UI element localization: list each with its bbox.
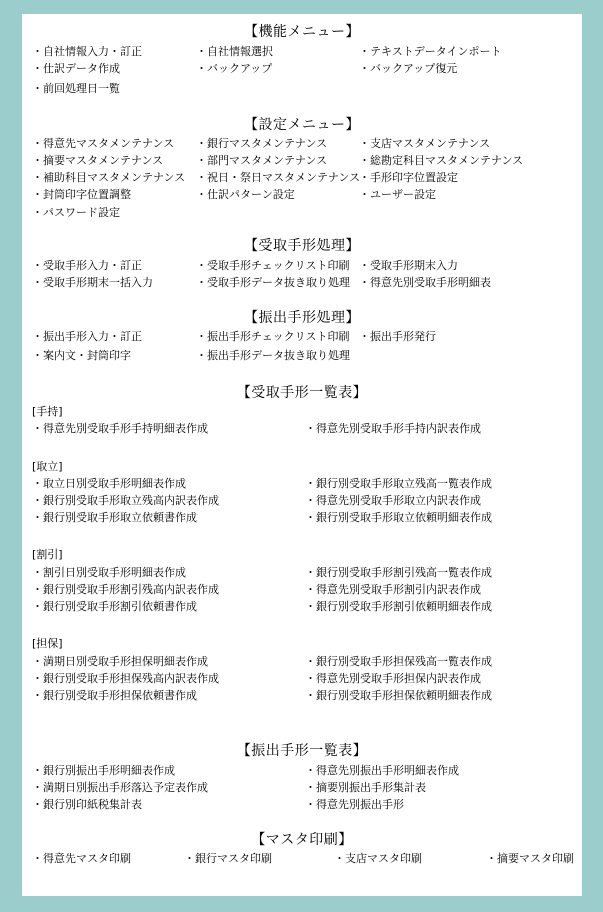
menu-item[interactable]: ・得意先マスタメンテナンス <box>32 137 175 150</box>
menu-item[interactable]: ・銀行別受取手形取立残高内訳表作成 <box>32 494 219 507</box>
section-heading-master-print: 【マスタ印刷】 <box>251 832 353 848</box>
menu-item[interactable]: ・銀行別受取手形割引残高内訳表作成 <box>32 583 219 596</box>
menu-item[interactable]: ・銀行別受取手形取立残高一覧表作成 <box>305 477 492 490</box>
menu-item[interactable]: ・得意先マスタ印刷 <box>32 852 131 865</box>
menu-item[interactable]: ・銀行別受取手形割引残高一覧表作成 <box>305 566 492 579</box>
menu-item[interactable]: ・テキストデータインポート <box>359 45 502 58</box>
menu-item[interactable]: ・手形印字位置設定 <box>359 171 458 184</box>
menu-item[interactable]: ・銀行別受取手形割引依頼明細表作成 <box>305 600 492 613</box>
menu-item[interactable]: ・銀行別振出手形明細表作成 <box>32 764 175 777</box>
section-heading-kino: 【機能メニュー】 <box>244 24 360 40</box>
menu-item[interactable]: ・ユーザー設定 <box>359 188 436 201</box>
menu-item[interactable]: ・銀行別受取手形担保依頼書作成 <box>32 689 197 702</box>
menu-item[interactable]: ・得意先別受取手形担保内訳表作成 <box>305 672 481 685</box>
menu-item[interactable]: ・満期日別振出手形落込予定表作成 <box>32 781 208 794</box>
menu-item[interactable]: ・銀行マスタ印刷 <box>184 852 272 865</box>
menu-item[interactable]: ・仕訳パターン設定 <box>196 188 295 201</box>
menu-item[interactable]: ・得意先別受取手形割引内訳表作成 <box>305 583 481 596</box>
menu-item[interactable]: ・振出手形チェックリスト印刷 <box>196 330 350 343</box>
menu-item[interactable]: ・受取手形期末入力 <box>359 259 458 272</box>
menu-item[interactable]: ・自社情報入力・訂正 <box>32 45 142 58</box>
menu-item[interactable]: ・銀行別受取手形担保依頼明細表作成 <box>305 689 492 702</box>
group-label: [割引] <box>32 548 63 561</box>
group-label: [担保] <box>32 637 63 650</box>
menu-item[interactable]: ・総勘定科目マスタメンテナンス <box>359 154 524 167</box>
menu-item[interactable]: ・銀行マスタメンテナンス <box>196 137 328 150</box>
menu-item[interactable]: ・受取手形期末一括入力 <box>32 276 153 289</box>
menu-item[interactable]: ・満期日別受取手形担保明細表作成 <box>32 655 208 668</box>
menu-item[interactable]: ・振出手形発行 <box>359 330 436 343</box>
menu-item[interactable]: ・バックアップ復元 <box>359 62 458 75</box>
section-heading-uketori: 【受取手形処理】 <box>244 238 360 254</box>
menu-item[interactable]: ・振出手形データ抜き取り処理 <box>196 349 350 362</box>
menu-item[interactable]: ・振出手形入力・訂正 <box>32 330 142 343</box>
menu-item[interactable]: ・銀行別受取手形割引依頼書作成 <box>32 600 197 613</box>
menu-item[interactable]: ・部門マスタメンテナンス <box>196 154 328 167</box>
group-label: [取立] <box>32 460 63 473</box>
menu-item[interactable]: ・仕訳データ作成 <box>32 62 120 75</box>
menu-item[interactable]: ・支店マスタメンテナンス <box>359 137 491 150</box>
menu-item[interactable]: ・得意先別振出手形 <box>305 798 404 811</box>
menu-item[interactable]: ・前回処理日一覧 <box>32 82 120 95</box>
section-heading-settei: 【設定メニュー】 <box>244 117 360 133</box>
menu-item[interactable]: ・摘要別振出手形集計表 <box>305 781 426 794</box>
menu-item[interactable]: ・銀行別受取手形担保残高一覧表作成 <box>305 655 492 668</box>
menu-item[interactable]: ・得意先別受取手形明細表 <box>359 276 491 289</box>
menu-item[interactable]: ・祝日・祭日マスタメンテナンス <box>196 171 361 184</box>
menu-item[interactable]: ・パスワード設定 <box>32 206 120 219</box>
menu-item[interactable]: ・補助科目マスタメンテナンス <box>32 171 186 184</box>
menu-item[interactable]: ・受取手形入力・訂正 <box>32 259 142 272</box>
menu-item[interactable]: ・銀行別受取手形取立依頼明細表作成 <box>305 511 492 524</box>
menu-item[interactable]: ・案内文・封筒印字 <box>32 349 131 362</box>
group-label: [手持] <box>32 405 63 418</box>
menu-panel <box>22 14 582 896</box>
menu-item[interactable]: ・割引日別受取手形明細表作成 <box>32 566 186 579</box>
menu-item[interactable]: ・摘要マスタ印刷 <box>486 852 574 865</box>
section-heading-furidashi-list: 【振出手形一覧表】 <box>236 743 368 759</box>
menu-item[interactable]: ・銀行別受取手形取立依頼書作成 <box>32 511 197 524</box>
menu-item[interactable]: ・自社情報選択 <box>196 45 273 58</box>
menu-item[interactable]: ・得意先別受取手形取立内訳表作成 <box>305 494 481 507</box>
menu-item[interactable]: ・銀行別受取手形担保残高内訳表作成 <box>32 672 219 685</box>
section-heading-uketori-list: 【受取手形一覧表】 <box>236 385 368 401</box>
menu-item[interactable]: ・得意先別受取手形手持内訳表作成 <box>305 422 481 435</box>
menu-item[interactable]: ・得意先別受取手形手持明細表作成 <box>32 422 208 435</box>
menu-item[interactable]: ・支店マスタ印刷 <box>334 852 422 865</box>
menu-item[interactable]: ・取立日別受取手形明細表作成 <box>32 477 186 490</box>
section-heading-furidashi: 【振出手形処理】 <box>244 310 360 326</box>
menu-item[interactable]: ・受取手形データ抜き取り処理 <box>196 276 350 289</box>
menu-item[interactable]: ・摘要マスタメンテナンス <box>32 154 164 167</box>
menu-item[interactable]: ・封筒印字位置調整 <box>32 188 131 201</box>
menu-item[interactable]: ・得意先別振出手形明細表作成 <box>305 764 459 777</box>
menu-item[interactable]: ・バックアップ <box>196 62 273 75</box>
menu-item[interactable]: ・銀行別印紙税集計表 <box>32 798 142 811</box>
menu-item[interactable]: ・受取手形チェックリスト印刷 <box>196 259 350 272</box>
